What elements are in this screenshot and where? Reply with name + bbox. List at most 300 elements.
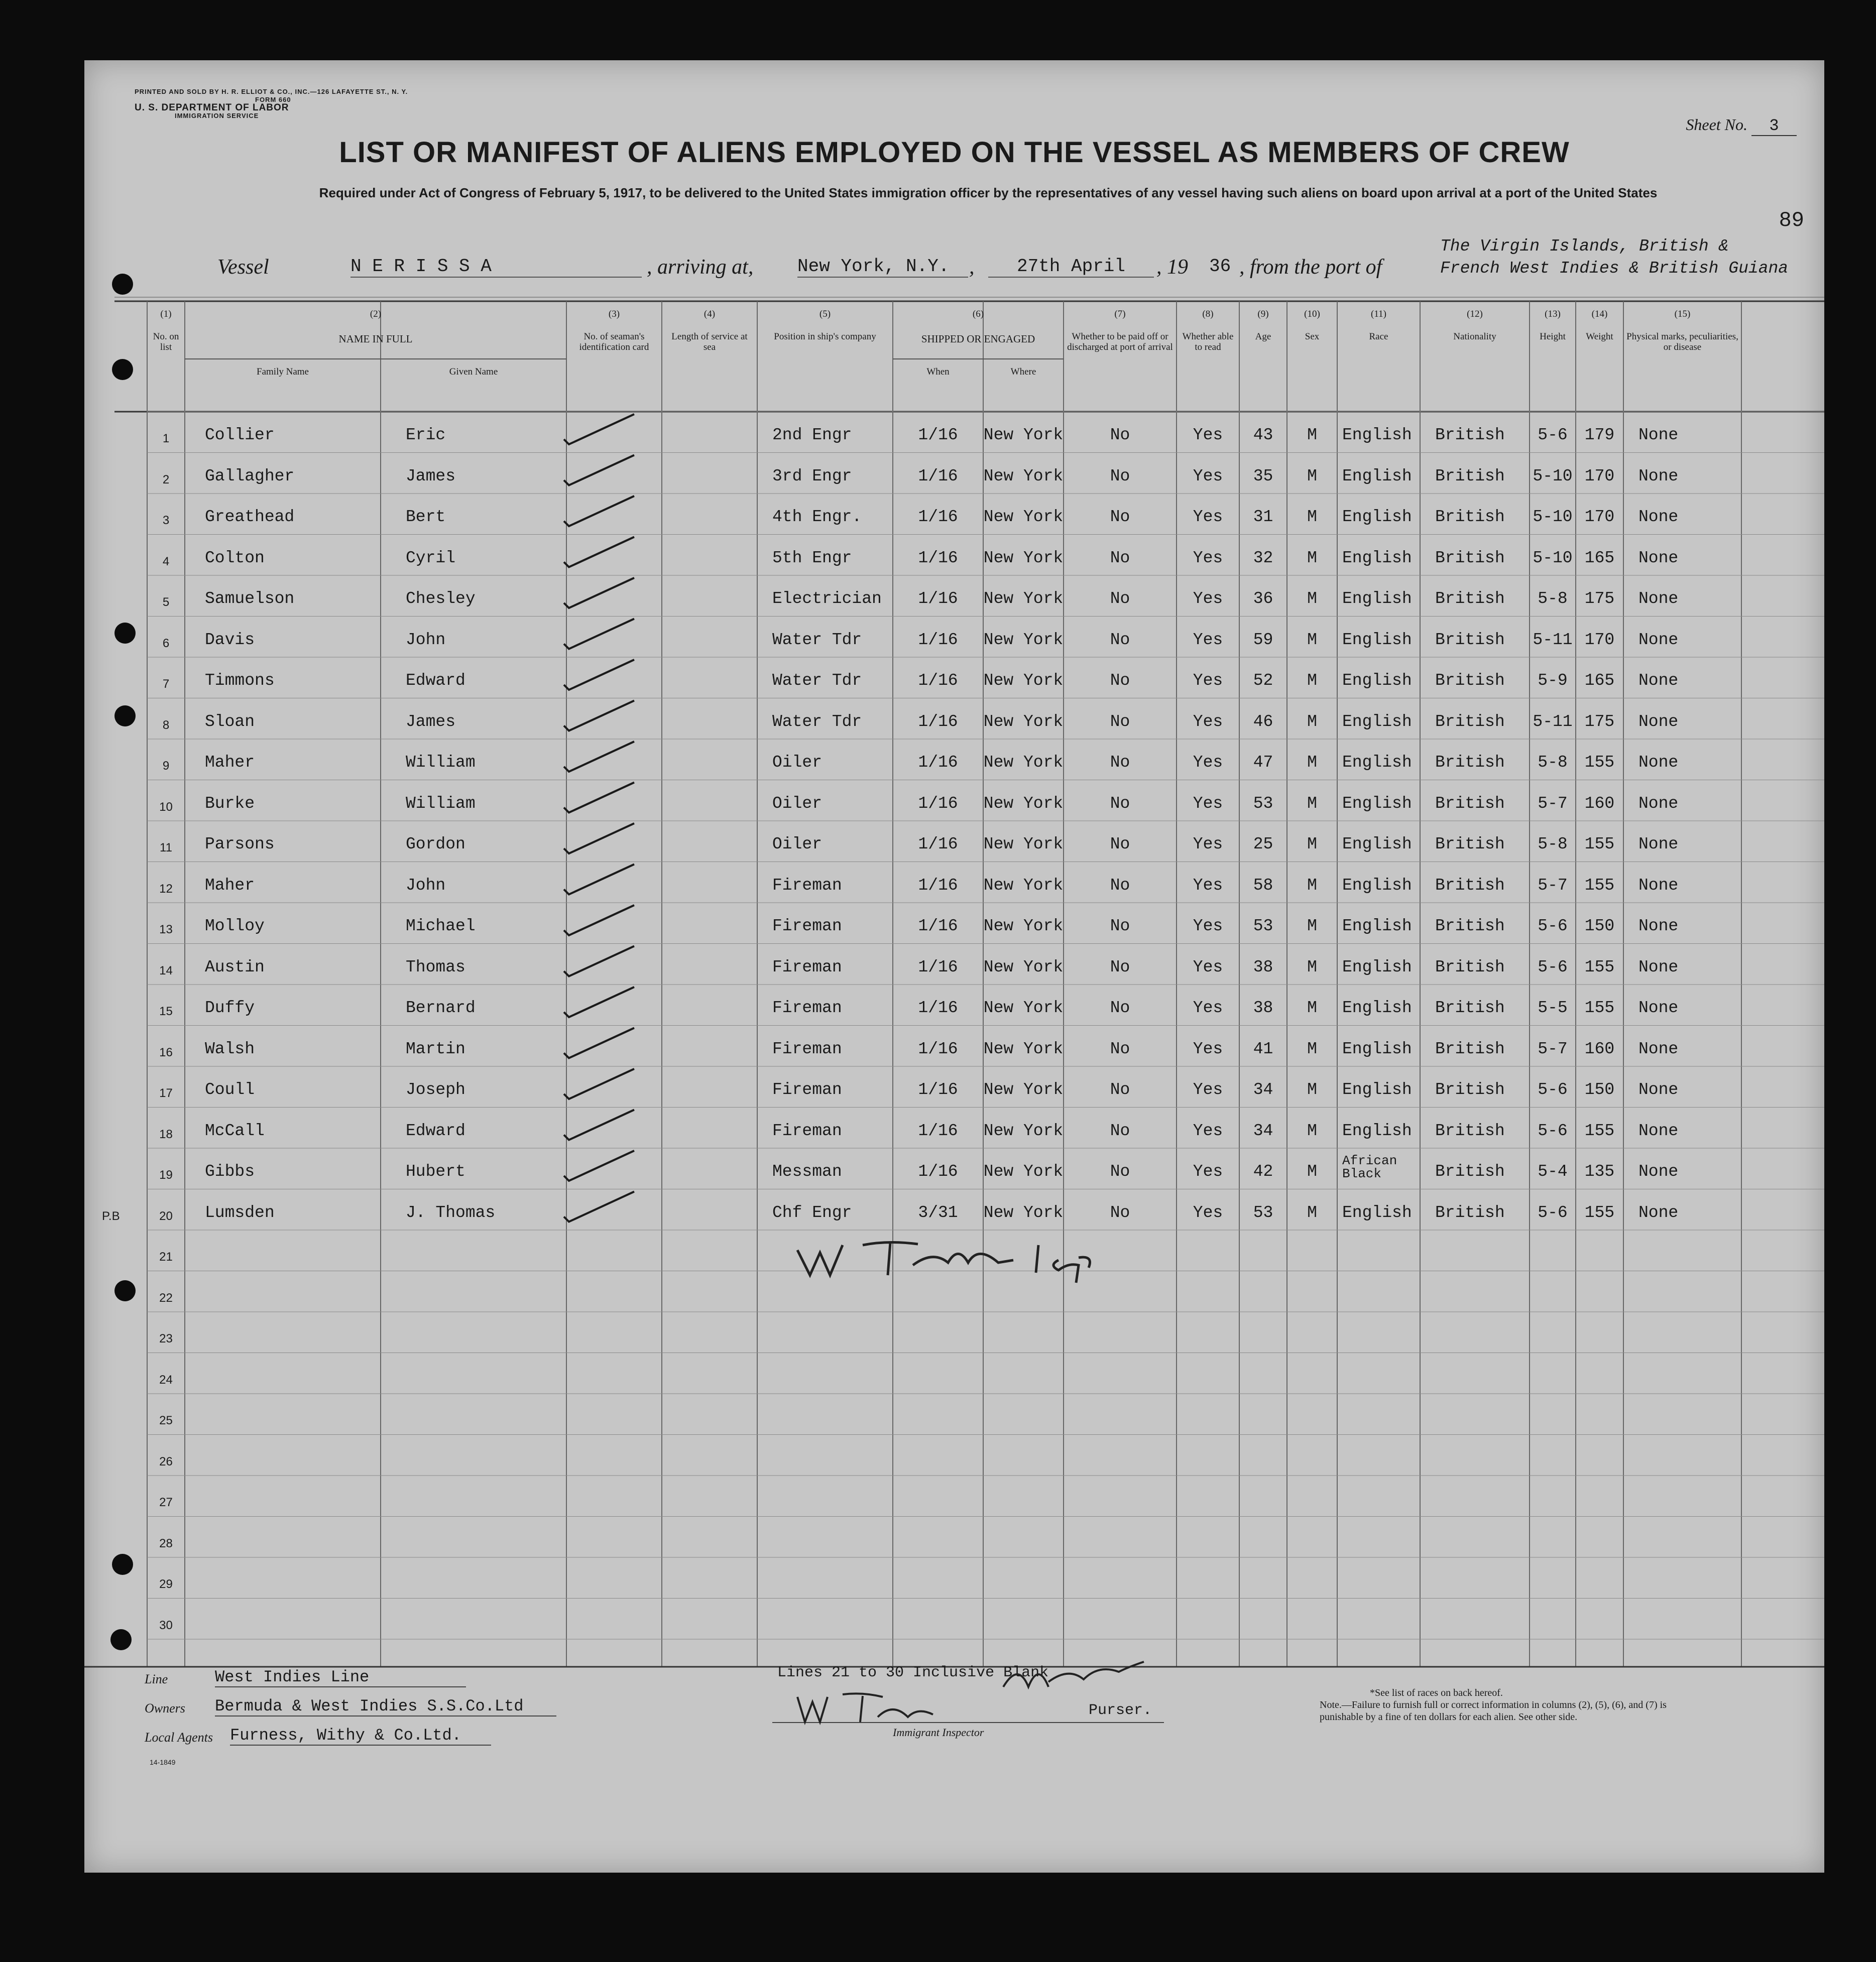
inspector-initials-signature	[792, 1682, 943, 1727]
cell-sex: M	[1307, 508, 1317, 526]
column-number-n5: (5)	[819, 309, 831, 319]
cell-pos: Fireman	[772, 957, 842, 976]
purser-label: Purser.	[1089, 1702, 1152, 1719]
cell-where: New York	[983, 957, 1064, 976]
cell-where: New York	[983, 876, 1064, 895]
cell-marks: None	[1638, 712, 1679, 731]
cell-sex: M	[1307, 835, 1317, 853]
cell-given: Bernard	[406, 999, 476, 1017]
margin-note: P.B	[102, 1209, 120, 1223]
cell-race: English	[1342, 999, 1412, 1017]
column-header-h14: Weight	[1586, 331, 1613, 342]
manifest-sheet	[84, 60, 1824, 1873]
id-card-check-mark	[564, 987, 634, 1017]
cell-nat: British	[1435, 957, 1505, 976]
cell-n: 2	[162, 472, 170, 486]
cell-ht: 5-7	[1538, 794, 1568, 813]
cell-age: 36	[1253, 589, 1273, 608]
cell-marks: None	[1638, 957, 1679, 976]
cell-wt: 160	[1584, 794, 1615, 813]
cell-family: Colton	[205, 548, 265, 567]
punch-hole	[114, 623, 136, 644]
cell-ht: 5-8	[1538, 589, 1568, 608]
cell-read: Yes	[1193, 876, 1223, 895]
races-note: *See list of races on back hereof.	[1370, 1687, 1503, 1698]
cell-read: Yes	[1193, 917, 1223, 935]
column-header-h8: Whether able to read	[1182, 331, 1234, 352]
cell-marks: None	[1638, 466, 1679, 485]
cell-race: English	[1342, 794, 1412, 813]
page-title: LIST OR MANIFEST OF ALIENS EMPLOYED ON THE VESSEL AS MEMBERS OF CREW	[339, 136, 1570, 169]
from-port-label: , from the port of	[1239, 256, 1382, 279]
column-header-h3: No. of seaman's identification card	[579, 331, 649, 352]
requirement-text: Required under Act of Congress of February 5, 1917, to be delivered to the United States immigration officer by the representatives of any vessel having such aliens on board upon arrival at a port of the United States	[319, 185, 1658, 200]
id-card-check-mark	[564, 455, 634, 485]
cell-nat: British	[1435, 548, 1505, 567]
cell-given: Cyril	[406, 548, 456, 567]
cell-wt: 170	[1584, 508, 1615, 526]
cell-family: Collier	[205, 426, 275, 444]
cell-n: 17	[159, 1086, 173, 1100]
inspector-label: Immigrant Inspector	[893, 1726, 984, 1739]
cell-given: Chesley	[406, 589, 476, 608]
cell-given: Edward	[406, 1121, 465, 1140]
owners-value: Bermuda & West Indies S.S.Co.Ltd	[215, 1697, 556, 1716]
cell-marks: None	[1638, 917, 1679, 935]
cell-read: Yes	[1193, 630, 1223, 649]
id-card-check-mark	[564, 1192, 634, 1222]
cell-family: Burke	[205, 794, 255, 813]
cell-when: 1/16	[918, 426, 958, 444]
cell-paid: No	[1110, 1121, 1130, 1140]
page-number: 89	[1779, 208, 1804, 232]
cell-paid: No	[1110, 753, 1130, 772]
cell-family: Samuelson	[205, 589, 295, 608]
cell-paid: No	[1110, 671, 1130, 690]
cell-nat: British	[1435, 753, 1505, 772]
cell-when: 1/16	[918, 1162, 958, 1181]
punch-hole	[114, 705, 136, 726]
cell-pos: Oiler	[772, 794, 823, 813]
cell-nat: British	[1435, 835, 1505, 853]
id-card-check-mark	[564, 823, 634, 853]
cell-when: 1/16	[918, 671, 958, 690]
column-header-h15: Physical marks, peculiarities, or disease	[1626, 331, 1738, 352]
cell-when: 1/16	[918, 1121, 958, 1140]
cell-n: 4	[162, 554, 170, 568]
cell-age: 31	[1253, 508, 1273, 526]
cell-sex: M	[1307, 426, 1317, 444]
cell-marks: None	[1638, 876, 1679, 895]
cell-race: English	[1342, 589, 1412, 608]
agents-value: Furness, Withy & Co.Ltd.	[230, 1726, 491, 1746]
cell-given: William	[406, 753, 476, 772]
purser-signature	[998, 1652, 1149, 1707]
cell-age: 41	[1253, 1039, 1273, 1058]
cell-pos: 5th Engr	[772, 548, 852, 567]
cell-n: 1	[162, 432, 170, 445]
cell-race: English	[1342, 1203, 1412, 1222]
cell-age: 25	[1253, 835, 1273, 853]
cell-pos: Oiler	[772, 753, 823, 772]
cell-paid: No	[1110, 917, 1130, 935]
column-number-n13: (13)	[1545, 309, 1561, 319]
cell-family: Parsons	[205, 835, 275, 853]
column-number-n4: (4)	[704, 309, 716, 319]
cell-marks: None	[1638, 1121, 1679, 1140]
column-number-n9: (9)	[1257, 309, 1269, 319]
cell-nat: British	[1435, 630, 1505, 649]
id-card-check-mark	[564, 865, 634, 895]
cell-sex: M	[1307, 712, 1317, 731]
id-card-check-mark	[564, 537, 634, 567]
line-label: Line	[145, 1672, 168, 1686]
cell-age: 58	[1253, 876, 1273, 895]
cell-given: Joseph	[406, 1080, 465, 1099]
cell-ht: 5-10	[1533, 466, 1573, 485]
cell-marks: None	[1638, 835, 1679, 853]
id-card-check-mark	[564, 1069, 634, 1099]
cell-given: John	[406, 630, 446, 649]
cell-age: 53	[1253, 1203, 1273, 1222]
cell-wt: 135	[1584, 1162, 1615, 1181]
cell-ht: 5-10	[1533, 508, 1573, 526]
cell-family: Lumsden	[205, 1203, 275, 1222]
cell-where: New York	[983, 548, 1064, 567]
vessel-line: Vessel N E R I S S A , arriving at, New York, N.Y. , 27th April , 19 36 , from the port of The Virgin Islands, British & French West Indies & British Guiana	[217, 237, 1789, 279]
notes	[1320, 1687, 1691, 1723]
cell-given: Martin	[406, 1039, 465, 1058]
cell-n: 14	[159, 963, 173, 977]
cell-ht: 5-10	[1533, 548, 1573, 567]
cell-sex: M	[1307, 1039, 1317, 1058]
cell-n: 26	[159, 1454, 173, 1468]
cell-nat: British	[1435, 426, 1505, 444]
cell-ht: 5-6	[1538, 957, 1568, 976]
cell-paid: No	[1110, 630, 1130, 649]
id-card-check-mark	[564, 742, 634, 772]
cell-wt: 155	[1584, 957, 1615, 976]
cell-nat: British	[1435, 712, 1505, 731]
id-card-check-mark	[564, 496, 634, 526]
column-number-n10: (10)	[1304, 309, 1320, 319]
cell-when: 1/16	[918, 466, 958, 485]
cell-ht: 5-6	[1538, 917, 1568, 935]
cell-where: New York	[983, 589, 1064, 608]
cell-age: 46	[1253, 712, 1273, 731]
cell-when: 1/16	[918, 794, 958, 813]
cell-sex: M	[1307, 999, 1317, 1017]
column-number-n8: (8)	[1202, 309, 1214, 319]
cell-sex: M	[1307, 957, 1317, 976]
cell-family: Maher	[205, 753, 255, 772]
cell-family: Coull	[205, 1080, 255, 1099]
cell-nat: British	[1435, 466, 1505, 485]
cell-ht: 5-5	[1538, 999, 1568, 1017]
cell-wt: 165	[1584, 671, 1615, 690]
cell-pos: Water Tdr	[772, 630, 862, 649]
printer-line: PRINTED AND SOLD BY H. R. ELLIOT & CO., INC.—126 LAFAYETTE ST., N. Y.	[135, 88, 408, 95]
cell-race: English	[1342, 712, 1412, 731]
cell-race: English	[1342, 1080, 1412, 1099]
cell-age: 53	[1253, 917, 1273, 935]
form-number: FORM 660	[255, 96, 291, 103]
cell-where: New York	[983, 835, 1064, 853]
cell-given: J. Thomas	[406, 1203, 496, 1222]
id-card-check-mark	[564, 1028, 634, 1058]
cell-wt: 170	[1584, 630, 1615, 649]
cell-race: English	[1342, 671, 1412, 690]
cell-given: William	[406, 794, 476, 813]
cell-age: 43	[1253, 426, 1273, 444]
cell-sex: M	[1307, 876, 1317, 895]
cell-where: New York	[983, 1121, 1064, 1140]
cell-n: 10	[159, 800, 173, 814]
cell-sex: M	[1307, 1162, 1317, 1181]
cell-nat: British	[1435, 999, 1505, 1017]
cell-wt: 160	[1584, 1039, 1615, 1058]
cell-where: New York	[983, 917, 1064, 935]
cell-paid: No	[1110, 1203, 1130, 1222]
cell-ht: 5-7	[1538, 1039, 1568, 1058]
cell-when: 1/16	[918, 753, 958, 772]
column-header-h6b: Where	[1010, 366, 1036, 377]
cell-n: 13	[159, 923, 173, 936]
cell-marks: None	[1638, 426, 1679, 444]
cell-race: English	[1342, 753, 1412, 772]
cell-race: English	[1342, 876, 1412, 895]
cell-age: 32	[1253, 548, 1273, 567]
form-code: 14-1849	[150, 1758, 176, 1766]
year-suffix: 36	[1209, 256, 1231, 277]
cell-nat: British	[1435, 1121, 1505, 1140]
cell-n: 22	[159, 1291, 173, 1305]
cell-ht: 5-7	[1538, 876, 1568, 895]
cell-n: 16	[159, 1045, 173, 1059]
punch-hole	[114, 1280, 136, 1301]
id-card-check-mark	[564, 1151, 634, 1181]
cell-sex: M	[1307, 671, 1317, 690]
inspector-signature	[787, 1215, 1139, 1285]
id-card-check-mark	[564, 660, 634, 690]
cell-given: Bert	[406, 508, 446, 526]
cell-where: New York	[983, 794, 1064, 813]
cell-when: 1/16	[918, 1039, 958, 1058]
cell-age: 47	[1253, 753, 1273, 772]
column-header-h1: No. on list	[153, 331, 179, 352]
cell-when: 1/16	[918, 835, 958, 853]
punch-hole	[112, 359, 133, 380]
cell-race: English	[1342, 1121, 1412, 1140]
cell-wt: 175	[1584, 712, 1615, 731]
punch-hole	[112, 1554, 133, 1575]
column-number-n1: (1)	[160, 309, 172, 319]
column-header-h6a: When	[926, 366, 950, 377]
cell-race: English	[1342, 835, 1412, 853]
cell-sex: M	[1307, 548, 1317, 567]
cell-race: English	[1342, 917, 1412, 935]
cell-ht: 5-11	[1533, 712, 1573, 731]
cell-read: Yes	[1193, 426, 1223, 444]
cell-where: New York	[983, 1203, 1064, 1222]
cell-pos: Water Tdr	[772, 712, 862, 731]
cell-marks: None	[1638, 589, 1679, 608]
cell-read: Yes	[1193, 957, 1223, 976]
cell-given: Michael	[406, 917, 476, 935]
column-header-h2a: Family Name	[257, 366, 309, 377]
cell-age: 34	[1253, 1080, 1273, 1099]
cell-read: Yes	[1193, 999, 1223, 1017]
cell-where: New York	[983, 712, 1064, 731]
arrival-date: 27th April	[988, 256, 1154, 278]
cell-race: English	[1342, 630, 1412, 649]
cell-wt: 155	[1584, 999, 1615, 1017]
column-header-h10: Sex	[1305, 331, 1320, 342]
cell-paid: No	[1110, 1039, 1130, 1058]
sheet-number-label: Sheet No.	[1686, 115, 1747, 134]
cell-race: English	[1342, 466, 1412, 485]
cell-marks: None	[1638, 1162, 1679, 1181]
cell-n: 6	[162, 636, 170, 650]
cell-paid: No	[1110, 548, 1130, 567]
cell-marks: None	[1638, 753, 1679, 772]
cell-pos: Electrician	[772, 589, 882, 608]
cell-family: Gibbs	[205, 1162, 255, 1181]
cell-sex: M	[1307, 794, 1317, 813]
cell-family: Maher	[205, 876, 255, 895]
cell-paid: No	[1110, 794, 1130, 813]
column-number-n3: (3)	[608, 309, 620, 319]
cell-pos: Fireman	[772, 1039, 842, 1058]
cell-marks: None	[1638, 999, 1679, 1017]
cell-n: 5	[162, 595, 170, 609]
cell-sex: M	[1307, 630, 1317, 649]
cell-paid: No	[1110, 876, 1130, 895]
cell-ht: 5-8	[1538, 835, 1568, 853]
cell-read: Yes	[1193, 589, 1223, 608]
agents-label: Local Agents	[145, 1730, 213, 1745]
cell-paid: No	[1110, 957, 1130, 976]
cell-wt: 155	[1584, 1121, 1615, 1140]
cell-wt: 155	[1584, 876, 1615, 895]
cell-nat: British	[1435, 794, 1505, 813]
cell-read: Yes	[1193, 712, 1223, 731]
cell-pos: 4th Engr.	[772, 508, 862, 526]
footer	[145, 1664, 1802, 1822]
cell-when: 1/16	[918, 917, 958, 935]
cell-when: 1/16	[918, 712, 958, 731]
cell-race: African Black	[1342, 1153, 1397, 1181]
cell-paid: No	[1110, 1080, 1130, 1099]
column-header-h13: Height	[1540, 331, 1566, 342]
cell-n: 18	[159, 1127, 173, 1141]
cell-read: Yes	[1193, 1039, 1223, 1058]
cell-family: Sloan	[205, 712, 255, 731]
column-number-n11: (11)	[1371, 309, 1386, 319]
blank-lines-note: Lines 21 to 30 Inclusive Blank	[777, 1664, 1049, 1681]
cell-paid: No	[1110, 589, 1130, 608]
id-card-check-mark	[564, 619, 634, 649]
line-value: West Indies Line	[215, 1668, 466, 1687]
cell-ht: 5-6	[1538, 426, 1568, 444]
cell-age: 38	[1253, 999, 1273, 1017]
column-header-h12: Nationality	[1453, 331, 1496, 342]
id-card-check-mark	[564, 701, 634, 731]
service-name: IMMIGRATION SERVICE	[175, 112, 259, 119]
cell-pos: Fireman	[772, 999, 842, 1017]
cell-paid: No	[1110, 508, 1130, 526]
cell-marks: None	[1638, 1203, 1679, 1222]
column-header-h11: Race	[1369, 331, 1388, 342]
cell-given: Hubert	[406, 1162, 465, 1181]
cell-pos: Fireman	[772, 876, 842, 895]
cell-ht: 5-6	[1538, 1203, 1568, 1222]
column-number-n7: (7)	[1114, 309, 1126, 319]
cell-paid: No	[1110, 712, 1130, 731]
cell-pos: Chf Engr	[772, 1203, 852, 1222]
cell-marks: None	[1638, 630, 1679, 649]
cell-marks: None	[1638, 671, 1679, 690]
cell-where: New York	[983, 1080, 1064, 1099]
cell-paid: No	[1110, 1162, 1130, 1181]
arriving-port: New York, N.Y.	[797, 256, 968, 278]
cell-pos: Fireman	[772, 1080, 842, 1099]
cell-nat: British	[1435, 508, 1505, 526]
cell-read: Yes	[1193, 548, 1223, 567]
id-card-check-mark	[564, 905, 634, 935]
cell-given: Eric	[406, 426, 446, 444]
cell-where: New York	[983, 630, 1064, 649]
cell-nat: British	[1435, 671, 1505, 690]
cell-n: 7	[162, 677, 170, 691]
column-header-h9: Age	[1255, 331, 1271, 342]
cell-n: 23	[159, 1332, 173, 1345]
cell-family: Walsh	[205, 1039, 255, 1058]
cell-where: New York	[983, 753, 1064, 772]
cell-nat: British	[1435, 1080, 1505, 1099]
cell-family: Greathead	[205, 508, 295, 526]
from-port-line2: French West Indies & British Guiana	[1440, 259, 1789, 278]
cell-nat: British	[1435, 1039, 1505, 1058]
id-card-check-mark	[564, 578, 634, 608]
cell-where: New York	[983, 671, 1064, 690]
column-number-n12: (12)	[1467, 309, 1483, 319]
cell-read: Yes	[1193, 671, 1223, 690]
cell-wt: 179	[1584, 426, 1615, 444]
cell-pos: Fireman	[772, 1121, 842, 1140]
cell-ht: 5-4	[1538, 1162, 1568, 1181]
punch-hole	[112, 274, 133, 295]
cell-sex: M	[1307, 1080, 1317, 1099]
cell-n: 15	[159, 1005, 173, 1018]
owners-label: Owners	[145, 1701, 185, 1715]
vessel-name: N E R I S S A	[350, 256, 642, 278]
cell-read: Yes	[1193, 1203, 1223, 1222]
cell-ht: 5-11	[1533, 630, 1573, 649]
cell-n: 3	[162, 514, 170, 527]
id-card-check-mark	[564, 783, 634, 813]
cell-wt: 155	[1584, 753, 1615, 772]
vessel-label: Vessel	[217, 256, 269, 279]
cell-where: New York	[983, 1039, 1064, 1058]
cell-when: 1/16	[918, 630, 958, 649]
cell-wt: 150	[1584, 1080, 1615, 1099]
cell-read: Yes	[1193, 508, 1223, 526]
cell-age: 53	[1253, 794, 1273, 813]
cell-sex: M	[1307, 753, 1317, 772]
cell-n: 12	[159, 882, 173, 896]
sheet-number-value: 3	[1751, 116, 1797, 136]
